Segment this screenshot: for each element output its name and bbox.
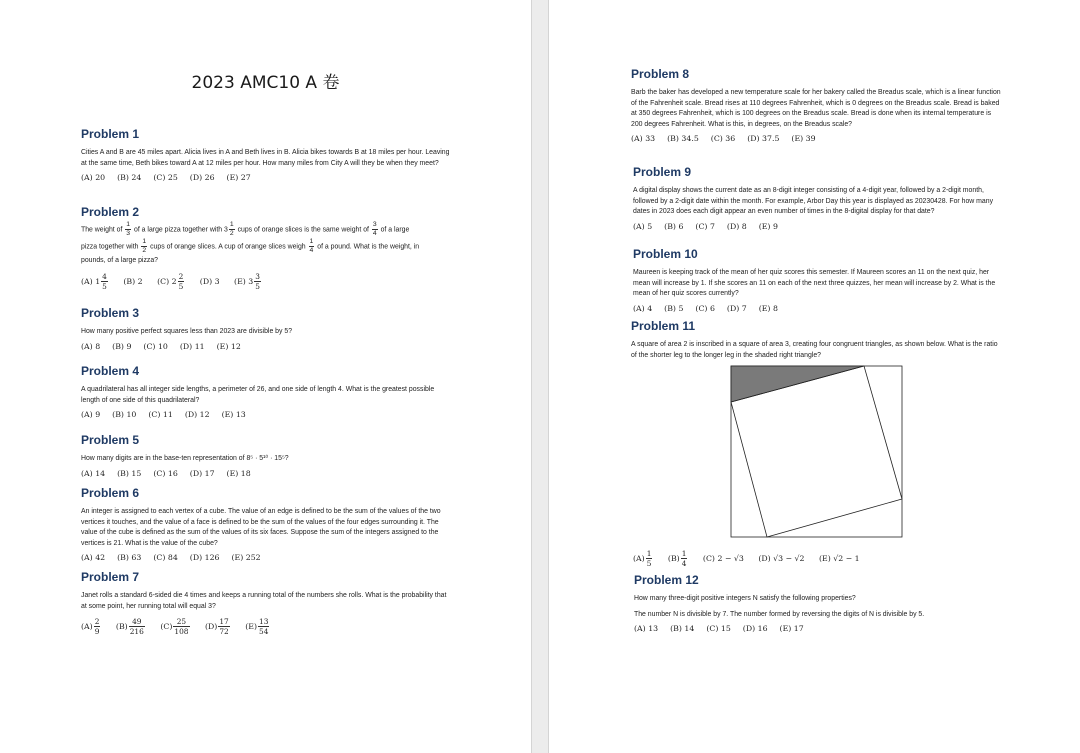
problem-heading: Problem 8 — [631, 67, 690, 81]
problem-3 — [81, 306, 451, 351]
choice-e: (E) 252 — [231, 553, 261, 563]
choice-e: (E) 12 — [216, 341, 241, 351]
problem-text: Janet rolls a standard 6-sided die 4 times and keeps a running total of the numbers she rolls. What is the probability that at some point, her running total will equal 3? — [81, 592, 447, 610]
choice-e: (E) 13 — [221, 410, 246, 420]
problem-heading: Problem 1 — [81, 127, 140, 141]
problem-text: How many three-digit positive integers N satisfy the following properties? — [634, 595, 856, 602]
answer-choices — [633, 222, 1001, 231]
answer-choices — [631, 134, 1001, 143]
choice-c: (C) 36 — [710, 134, 736, 144]
choice-a: (A) 4 — [633, 303, 653, 313]
choice-a: (A) 42 — [81, 553, 106, 563]
inscribed-square-figure — [730, 365, 903, 538]
problem-heading: Problem 3 — [81, 306, 140, 320]
choice-c: (C) 25 — [153, 173, 178, 183]
choice-e: (E) 17 — [779, 624, 804, 634]
choice-d: (D) $\frac{17}{72}$ — [204, 617, 229, 637]
answer-choices — [81, 272, 453, 291]
fraction: $\frac{1}{4}$ — [309, 238, 314, 254]
choice-a: (A) 14 — [81, 468, 106, 478]
choice-d: (D) 37.5 — [747, 134, 780, 144]
choice-c: (C) 6 — [695, 303, 715, 313]
problem-9 — [633, 165, 1001, 231]
problem-text-2: The number N is divisible by 7. The number formed by reversing the digits of N is divisible by 5. — [634, 610, 925, 618]
problem-heading: Problem 10 — [633, 247, 698, 261]
choice-d: (D) 7 — [726, 303, 747, 313]
choice-b: (B) 5 — [664, 303, 684, 313]
problem-heading: Problem 5 — [81, 433, 140, 447]
choice-b: (B) 2 — [123, 276, 143, 286]
choice-d: (D) 17 — [189, 468, 215, 478]
answer-choices — [633, 549, 1003, 568]
answer-choices — [81, 469, 451, 478]
choice-b: (B) 14 — [670, 624, 695, 634]
choice-d: (D) 126 — [189, 553, 220, 563]
problem-text: How many digits are in the base-ten representation of 8⁵ · 5¹⁰ · 15⁵? — [81, 455, 289, 462]
problem-5 — [81, 433, 451, 478]
choice-d: (D) 3 — [199, 276, 220, 286]
problem-11-choices — [633, 545, 1003, 568]
problem-heading: Problem 4 — [81, 364, 140, 378]
answer-choices — [81, 173, 451, 182]
page-right — [549, 0, 1080, 753]
choice-e: (E) 18 — [226, 468, 251, 478]
choice-d: (D) 11 — [179, 341, 205, 351]
answer-choices — [633, 304, 1001, 313]
fraction: $\frac{3}{4}$ — [372, 221, 377, 237]
choice-d: (D) 8 — [726, 221, 747, 231]
problem-6 — [81, 486, 453, 562]
choice-a: (A) 8 — [81, 341, 101, 351]
choice-d: (D) 12 — [184, 410, 210, 420]
choice-a: (A) 5 — [633, 221, 653, 231]
answer-choices — [81, 553, 453, 562]
problem-heading: Problem 9 — [633, 165, 692, 179]
choice-d: (D) 26 — [189, 173, 215, 183]
choice-d: (D) 16 — [742, 624, 768, 634]
choice-b: (B) $\frac{49}{216}$ — [115, 617, 144, 637]
fraction: $\frac{1}{2}$ — [142, 238, 147, 254]
choice-b: (B) 6 — [664, 221, 684, 231]
problem-text: A quadrilateral has all integer side lengths, a perimeter of 26, and one side of length 4. What is the greatest possible length of one side of this quadrilateral? — [81, 386, 435, 404]
choice-b: (B) 63 — [117, 553, 142, 563]
choice-c: (C) 7 — [695, 221, 715, 231]
problem-heading: Problem 7 — [81, 570, 140, 584]
choice-e: (E) 8 — [758, 303, 778, 313]
choice-e: (E) 9 — [758, 221, 778, 231]
choice-a: (A) 13 — [634, 624, 659, 634]
choice-a: (A) $\frac{2}{9}$ — [81, 617, 100, 637]
problem-1 — [81, 127, 451, 182]
fraction: $\frac{1}{2}$ — [229, 221, 234, 237]
problem-text: Barb the baker has developed a new temperature scale for her bakery called the Breadus scale, which is a linear function of the Fahrenheit scale. Bread rises at 110 degrees Fahrenheit, which is 0 degrees on the Breadus scale. Bread is baked at 350 degrees Fahrenheit, which is 100 degrees on the Breadus scale. Bread is done when its internal temperature is 200 degrees Fahrenheit. What is this, in degrees, on the Breadus scale? — [631, 89, 1001, 128]
problem-heading: Problem 2 — [81, 205, 140, 219]
choice-e: (E) √2 − 1 — [818, 553, 860, 563]
problem-heading: Problem 12 — [634, 573, 699, 587]
page-gap — [531, 0, 549, 753]
problem-text: A digital display shows the current date as an 8-digit integer consisting of a 4-digit year, followed by a 2-digit month, followed by a 2-digit date within the month. For example, Arbor Day this year is displayed as 20230428. For how many dates in 2023 does each digit appear an even number of times in the 8-digital display for that date? — [633, 187, 994, 216]
choice-c: (C) 84 — [153, 553, 178, 563]
problem-8 — [631, 67, 1001, 143]
problem-text: An integer is assigned to each vertex of a cube. The value of an edge is defined to be the sum of the values of the two vertices it touches, and the value of a face is defined to be the sum of the values of the four edges surrounding it. The value of the cube is defined as the sum of the values of its six faces. Suppose the sum of the integers assigned to the vertices is 21. What is the value of the cube? — [81, 508, 441, 547]
answer-choices — [634, 624, 1004, 633]
problem-text: Cities A and B are 45 miles apart. Alicia lives in A and Beth lives in B. Alicia bikes towards B at 18 miles per hour. Leaving at the same time, Beth bikes toward A at 12 miles per hour. How many miles from City A will they be when they meet? — [81, 149, 450, 167]
answer-choices — [81, 617, 451, 636]
problem-heading: Problem 6 — [81, 486, 140, 500]
problem-text: A square of area 2 is inscribed in a square of area 3, creating four congruent triangles, as shown below. What is the ratio of the shorter leg to the longer leg in the shaded right triangle? — [631, 341, 998, 359]
choice-c: (C) 16 — [153, 468, 178, 478]
choice-a: (A) 9 — [81, 410, 101, 420]
choice-c: (C) 2 $\frac{2}{5}$ — [157, 272, 184, 291]
answer-choices — [81, 342, 451, 351]
problem-11 — [631, 319, 1003, 361]
choice-a: (A) 1 $\frac{4}{5}$ — [81, 272, 107, 291]
choice-c: (C) $\frac{25}{108}$ — [160, 617, 189, 637]
problem-10 — [633, 247, 1001, 313]
choice-c: (C) 2 − √3 — [702, 553, 744, 563]
choice-a: (A) 33 — [631, 134, 656, 144]
choice-b: (B) $\frac{1}{4}$ — [667, 549, 687, 568]
answer-choices — [81, 410, 451, 419]
problem-2 — [81, 205, 453, 291]
choice-a: (A) $\frac{1}{5}$ — [633, 549, 652, 568]
problem-12 — [634, 573, 1004, 633]
choice-c: (C) 11 — [148, 410, 173, 420]
choice-e: (E) $\frac{13}{54}$ — [245, 617, 269, 637]
choice-e: (E) 3 $\frac{3}{5}$ — [234, 272, 260, 291]
problem-heading: Problem 11 — [631, 319, 696, 333]
choice-b: (B) 15 — [117, 468, 142, 478]
choice-b: (B) 10 — [112, 410, 137, 420]
fraction: $\frac{1}{3}$ — [126, 221, 131, 237]
choice-d: (D) √3 − √2 — [758, 553, 805, 563]
choice-c: (C) 15 — [706, 624, 731, 634]
choice-e: (E) 27 — [226, 173, 251, 183]
choice-a: (A) 20 — [81, 173, 106, 183]
problem-7 — [81, 570, 451, 636]
choice-b: (B) 24 — [117, 173, 142, 183]
choice-e: (E) 39 — [791, 134, 816, 144]
problem-text: The weight of $\frac{1}{3}$ of a large pizza together with 3 $\frac{1}{2}$ cups of orange slices is the same weight of $\frac{3}{4}$ of a large pizza together with $\frac{1}{2}$ cups of orange slices. A cup of orange slices weigh $\frac{1}{4}$ of a pound. What is the weight, in pounds, of a large pizza? — [81, 221, 420, 264]
problem-text: Maureen is keeping track of the mean of her quiz scores this semester. If Maureen scores an 11 on the next quiz, her mean will increase by 1. If she scores an 11 on each of the next three quizzes, her mean will increase by 2. What is the mean of her quiz scores currently? — [633, 269, 996, 298]
choice-b: (B) 9 — [112, 341, 132, 351]
document-title: 2023 AMC10 A 卷 — [191, 73, 340, 93]
choice-c: (C) 10 — [143, 341, 168, 351]
choice-b: (B) 34.5 — [667, 134, 699, 144]
problem-4 — [81, 364, 451, 419]
page-left — [0, 0, 531, 753]
problem-text: How many positive perfect squares less than 2023 are divisible by 5? — [81, 328, 293, 335]
